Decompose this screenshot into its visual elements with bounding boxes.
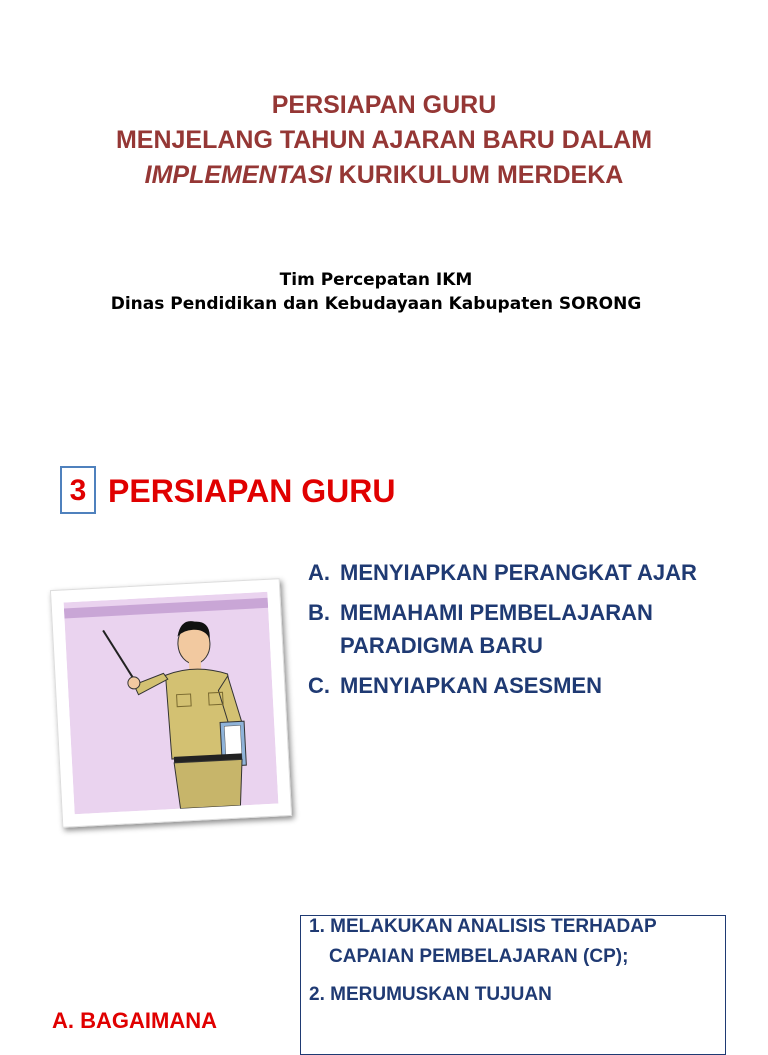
steps-box [300, 915, 726, 1055]
list-item-letter: B. [308, 600, 330, 625]
title-line-3-rest: KURIKULUM MERDEKA [331, 161, 624, 189]
list-item-text: MENYIAPKAN PERANGKAT AJAR [340, 560, 697, 585]
agency-name: Dinas Pendidikan dan Kebudayaan Kabupaten SORONG [110, 294, 642, 314]
list-item-letter: A. [308, 560, 330, 585]
list-item-letter: C. [308, 673, 330, 698]
slide-title [0, 88, 768, 193]
teacher-photo-frame [50, 578, 292, 828]
list-item-text: MEMAHAMI PEMBELAJARAN PARADIGMA BARU [340, 600, 653, 658]
section-title: PERSIAPAN GURU [108, 473, 396, 509]
list-item [308, 669, 748, 702]
title-line-1: PERSIAPAN GURU [271, 91, 497, 119]
teacher-pointer-illustration-icon [64, 592, 279, 814]
team-name: Tim Percepatan IKM [279, 270, 473, 290]
preparation-list [308, 556, 748, 709]
title-italic-word: IMPLEMENTASI [144, 161, 332, 189]
step-2-text: 2. MERUMUSKAN TUJUAN [309, 984, 552, 1005]
title-line-3 [0, 158, 768, 193]
step-1-text: 1. MELAKUKAN ANALISIS TERHADAP [309, 916, 657, 937]
list-item [308, 556, 748, 589]
authors-block [0, 268, 752, 316]
subsection-label: A. BAGAIMANA [52, 1008, 217, 1033]
list-item-text: MENYIAPKAN ASESMEN [340, 673, 602, 698]
title-line-2: MENJELANG TAHUN AJARAN BARU DALAM [115, 126, 653, 154]
section-number-badge: 3 [60, 466, 96, 514]
list-item [308, 596, 748, 662]
step-1-continuation: CAPAIAN PEMBELAJARAN (CP); [329, 946, 629, 967]
